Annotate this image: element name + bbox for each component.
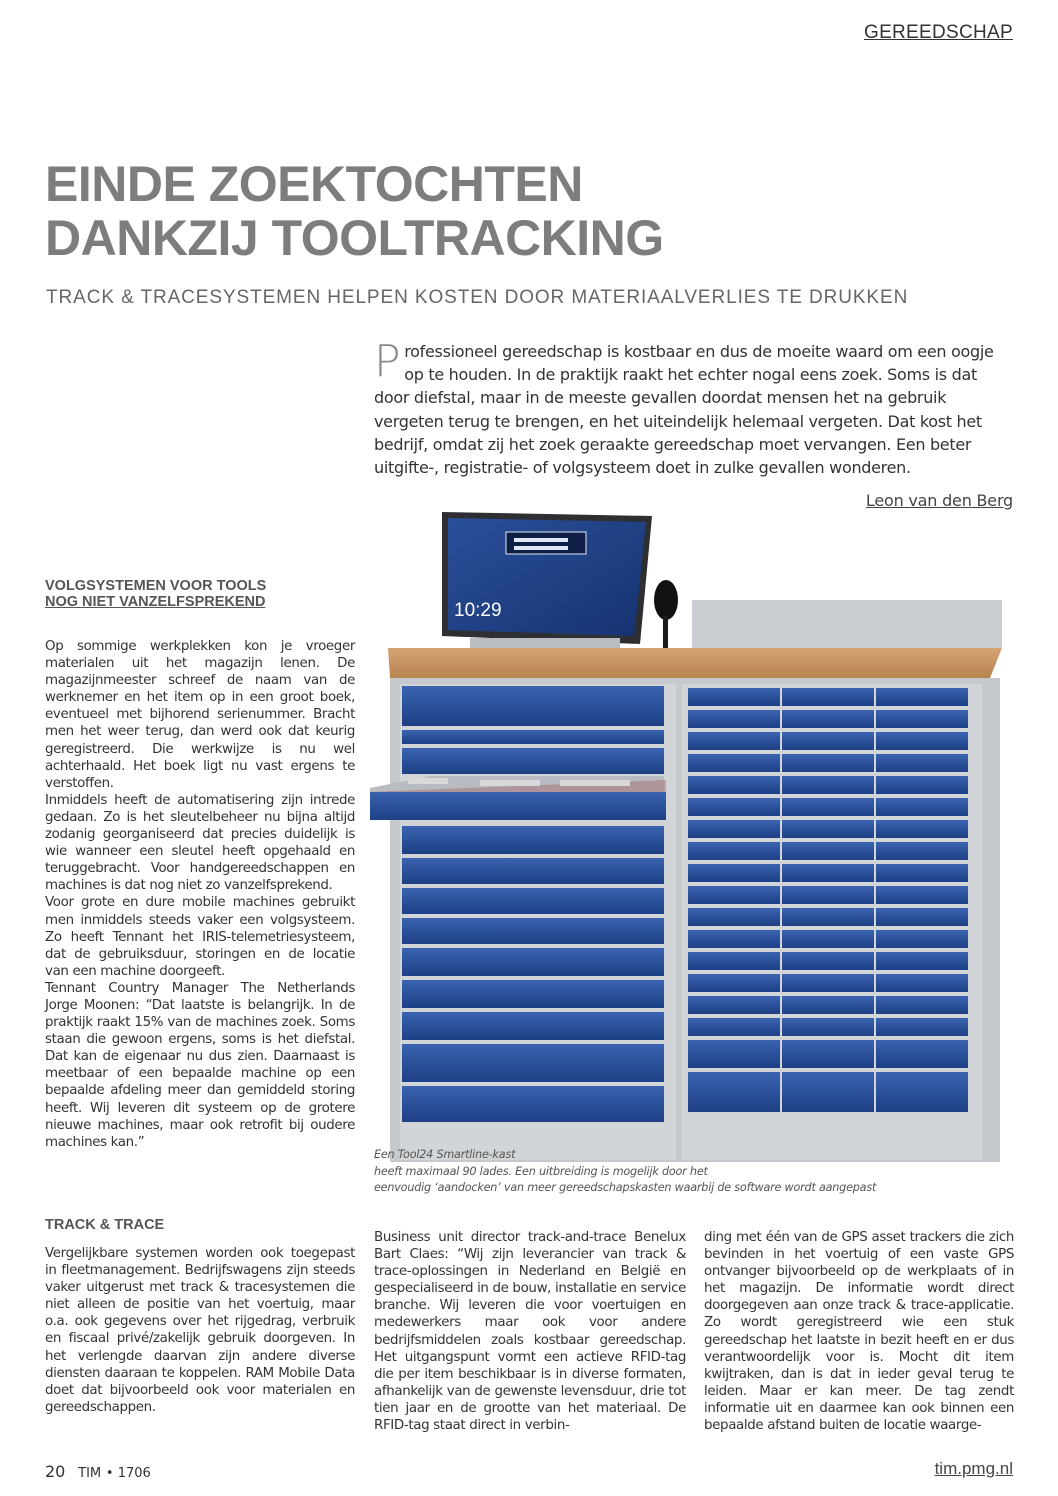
title-line-1: EINDE ZOEKTOCHTEN bbox=[45, 156, 583, 212]
section2-paragraph-1: Vergelijkbare systemen worden ook toegepast in fleetmanagement. Bedrijfswagens zijn steeds vaker uitgerust met track & tracesystemen die niet alleen de positie van het voertuig, maar o.a. ook gegevens over het rijgedrag, verbruik en fiscaal privé/zakelijk gebruik doorgeven. In het verlengde daarvan zijn andere diverse diensten daaraan te koppelen. RAM Mobile Data doet dat bijvoorbeeld ook voor materialen en gereedschappen. bbox=[45, 1246, 355, 1415]
title-line-2: DANKZIJ TOOLTRACKING bbox=[45, 210, 664, 266]
monitor bbox=[442, 512, 652, 656]
page-number: 20 bbox=[45, 1462, 66, 1481]
intro-text: rofessioneel gereedschap is kostbaar en dus de moeite waard om een oogje op te houden. In de praktijk raakt het echter nogal eens zoek. Soms is dat door diefstal, maar in de meeste gevallen doordat mensen het na gebruik vergeten terug te brengen, en het uiteindelijk helemaal vergeten. Dat kost het bedrijf, omdat zij het zoek geraakte gereedschap moet vervangen. Een beter uitgifte-, registratie- of volgsysteem doet in zulke gevallen wonderen. bbox=[374, 342, 994, 478]
section1-paragraph-3: Voor grote en dure mobile machines gebruikt men inmiddels steeds vaker een volgsysteem. Zo heeft Tennant het IRIS-telemetriesysteem, dat de gebruiksduur, storingen en de locatie van een machine doorgeeft. bbox=[45, 895, 355, 979]
caption-line-1: Een Tool24 Smartline-kast bbox=[374, 1148, 516, 1161]
article-title bbox=[45, 157, 945, 265]
section1-heading bbox=[45, 578, 355, 610]
section1-body bbox=[45, 638, 355, 1151]
worktop bbox=[388, 648, 1002, 678]
section2-right-text: ding met één van de GPS asset trackers die zich bevinden in het voertuig of een vaste GPS ontvanger bijvoorbeeld op de werkplaats of in het magazijn. De informatie wordt direct doorgegeven aan onze track & trace-applicatie. Zo wordt geregistreerd wie een stuk gereedschap het laatste in bezit heeft en er dus verantwoordelijk voor is. Mocht dit item kwijtraken, dan is dat in ieder geval terug te leiden. Maar er kan meer. De tag zendt informatie uit en daarmee kan ook binnen een bepaalde afstand buiten de locatie waarge- bbox=[704, 1230, 1014, 1434]
site-link[interactable]: tim.pmg.nl bbox=[934, 1459, 1013, 1478]
section1-paragraph-2: Inmiddels heeft de automatisering zijn intrede gedaan. Zo is het sleutelbeheer nu bijna altijd zodanig georganiseerd dat precies duidelijk is wie wanneer een sleutel heeft opgehaald en teruggebracht. Voor handgereedschappen en machines is dat nog niet zo vanzelfsprekend. bbox=[45, 792, 355, 894]
section2-heading: TRACK & TRACE bbox=[45, 1217, 165, 1233]
section2-left-body bbox=[45, 1245, 355, 1416]
page-footer-left bbox=[45, 1462, 151, 1481]
drop-cap: P bbox=[374, 336, 401, 387]
intro-paragraph bbox=[374, 336, 1014, 479]
magazine-name: TIM bbox=[78, 1466, 102, 1481]
left-drawers bbox=[370, 686, 666, 1122]
issue-number: • 1706 bbox=[105, 1466, 151, 1481]
section1-paragraph-1: Op sommige werkplekken kon je vroeger materialen uit het magazijn lenen. De magazijnmeester schreef de naam van de werknemer en het item op in een groot boek, eventueel met bijhorend serienummer. Bracht men het weer terug, dan werd ook dat keurig geregistreerd. Die werkwijze is nu wel achterhaald. Het boek ligt nu vast ergens te verstoffen. bbox=[45, 639, 355, 791]
section-tag: GEREEDSCHAP bbox=[863, 22, 1013, 43]
caption-line-2: heeft maximaal 90 lades. Een uitbreiding is mogelijk door het bbox=[374, 1164, 708, 1178]
section2-middle-column bbox=[374, 1229, 686, 1434]
section1-paragraph-4: Tennant Country Manager The Netherlands Jorge Moonen: “Dat laatste is belangrijk. In de praktijk raakt 15% van de machines zoek. Soms staan die gewoon ergens, soms is het diefstal. Dat kan de eigenaar nu dus zien. Daarnaast is meetbaar of een bepaalde machine op een bepaalde afdeling meer dan gemiddeld storing heeft. Wij leveren dit systeem op de grotere nieuwe machines, maar ook retrofit bij oudere machines kan.” bbox=[45, 980, 355, 1150]
rfid-reader bbox=[652, 580, 680, 658]
section2-heading-wrap bbox=[45, 1217, 355, 1233]
section2-right-column bbox=[704, 1229, 1014, 1434]
author-byline: Leon van den Berg bbox=[865, 491, 1013, 510]
section1-heading-line-2: NOG NIET VANZELFSPREKEND bbox=[45, 594, 266, 610]
article-subtitle: TRACK & TRACESYSTEMEN HELPEN KOSTEN DOOR MATERIAALVERLIES TE DRUKKEN bbox=[46, 287, 909, 308]
section2-middle-text: Business unit director track-and-trace Benelux Bart Claes: “Wij zijn leverancier van track & trace-oplossingen in Nederland en België en gespecialiseerd in de bouw, installatie en service branche. Wij leveren die voor voertuigen en medewerkers maar ook voor andere bedrijfsmiddelen zoals kostbaar gereedschap. Het uitgangspunt vormt een actieve RFID-tag die per item beschikbaar is in diverse formaten, afhankelijk van de gewenste levensduur, drie tot tien jaar en de grootte van het materiaal. De RFID-tag staat direct in verbin- bbox=[374, 1230, 686, 1434]
section1-heading-line-1: VOLGSYSTEMEN VOOR TOOLS bbox=[45, 578, 267, 594]
caption-line-3: eenvoudig ‘aandocken’ van meer gereedschapskasten waarbij de software wordt aangepast bbox=[374, 1181, 877, 1194]
cabinet-figure bbox=[370, 508, 1010, 1168]
back-panel bbox=[692, 600, 1002, 648]
cabinet-illustration bbox=[370, 508, 1010, 1168]
figure-caption bbox=[374, 1147, 1014, 1197]
screen-clock: 10:29 bbox=[454, 600, 502, 621]
